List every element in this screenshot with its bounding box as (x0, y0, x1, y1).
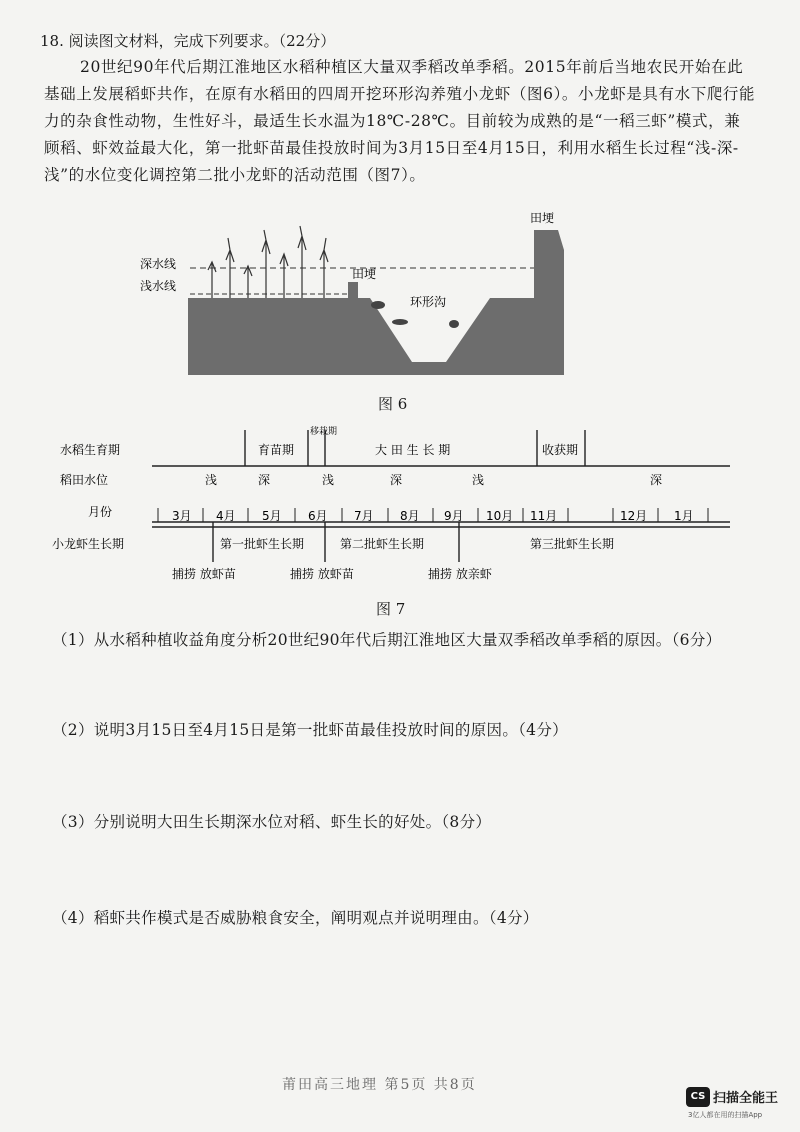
subquestion-3: （3）分别说明大田生长期深水位对稻、虾生长的好处。（8分） (52, 813, 492, 831)
figure-7-timeline (40, 420, 760, 600)
question-paragraph: 20世纪90年代后期江淮地区水稻种植区大量双季稻改单季稻。2015年前后当地农民开始在此基础上发展稻虾共作，在原有水稻田的四周开挖环形沟养殖小龙虾（图6）。小龙虾是具有水下爬行能力的杂食性动物，生性好斗，最适生长水温为18℃-28℃。目前较为成熟的是“一稻三虾”模式，兼顾稻、虾效益最大化，第一批虾苗最佳投放时间为3月15日至4月15日，利用水稻生长过程“浅-深-浅”的水位变化调控第二批小龙虾的活动范围（图7）。 (44, 58, 756, 184)
month-label: 10月 (486, 509, 514, 523)
month-label: 7月 (354, 509, 374, 523)
ditch-label: 环形沟 (410, 295, 447, 309)
deep-water-label: 深水线 (140, 257, 177, 271)
month-label: 6月 (308, 509, 328, 523)
event-label: 捕捞 放虾苗 (290, 567, 354, 581)
month-label: 8月 (400, 509, 420, 523)
row-label-growth: 水稻生育期 (60, 443, 121, 457)
subquestion-2: （2）说明3月15日至4月15日是第一批虾苗最佳投放时间的原因。（4分） (52, 721, 568, 739)
stage-seedling: 育苗期 (258, 443, 295, 457)
scanner-logo-icon: CS (686, 1087, 710, 1107)
water-level: 深 (650, 473, 663, 487)
rice-plants (208, 226, 328, 298)
scanner-watermark (686, 1086, 796, 1120)
figure-6-caption: 图 6 (378, 395, 408, 413)
month-label: 1月 (674, 509, 694, 523)
stage-field: 大 田 生 长 期 (375, 443, 451, 457)
shrimp-period-2: 第二批虾生长期 (340, 537, 425, 551)
big-ridge-label: 田埂 (530, 211, 555, 225)
row-label-month: 月份 (88, 505, 113, 519)
month-label: 11月 (530, 509, 558, 523)
row-label-water: 稻田水位 (60, 473, 109, 487)
month-label: 4月 (216, 509, 236, 523)
row-label-shrimp: 小龙虾生长期 (52, 537, 125, 551)
month-label: 9月 (444, 509, 464, 523)
month-label: 12月 (620, 509, 648, 523)
event-label: 捕捞 放虾苗 (172, 567, 236, 581)
small-ridge-label: 田埂 (352, 267, 377, 281)
stage-transplant: 移栽期 (310, 427, 338, 437)
water-level: 深 (258, 473, 271, 487)
water-level: 深 (390, 473, 403, 487)
subquestion-4: （4）稻虾共作模式是否威胁粮食安全，阐明观点并说明理由。（4分） (52, 909, 539, 927)
page-footer: 莆田高三地理 第5页 共8页 (282, 1077, 477, 1093)
shrimp-period-1: 第一批虾生长期 (220, 537, 305, 551)
scanner-name: 扫描全能王 (713, 1091, 779, 1106)
water-level: 浅 (205, 473, 218, 487)
month-label: 3月 (172, 509, 192, 523)
scanner-tagline: 3亿人都在用的扫描App (688, 1110, 763, 1119)
figure-6-diagram (130, 210, 590, 380)
stage-harvest: 收获期 (542, 443, 579, 457)
water-level: 浅 (322, 473, 335, 487)
subquestion-1: （1）从水稻种植收益角度分析20世纪90年代后期江淮地区大量双季稻改单季稻的原因。（6分） (52, 631, 722, 649)
question-header: 18. 阅读图文材料，完成下列要求。（22分） (40, 32, 336, 50)
figure-7-caption: 图 7 (376, 600, 406, 618)
shrimp-period-3: 第三批虾生长期 (530, 537, 615, 551)
month-label: 5月 (262, 509, 282, 523)
event-label: 捕捞 放亲虾 (428, 567, 492, 581)
water-level: 浅 (472, 473, 485, 487)
shallow-water-label: 浅水线 (140, 279, 177, 293)
